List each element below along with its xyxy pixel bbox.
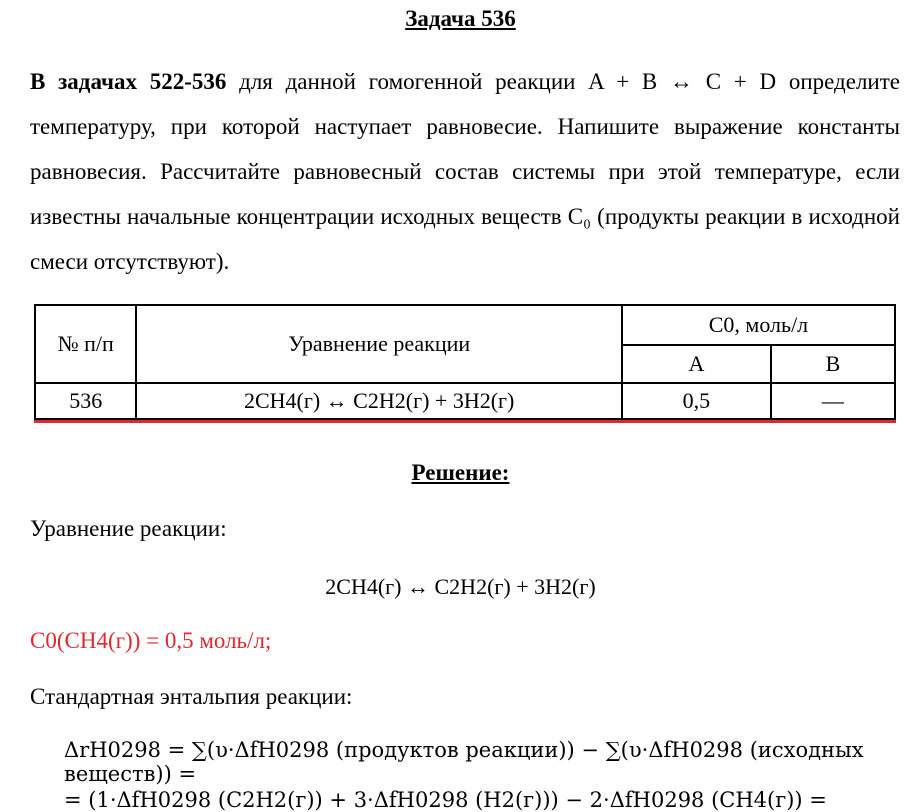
row-number: 536 bbox=[35, 383, 136, 419]
task-text: для данной гомогенной реакции A + B ↔ C + D определите температуру, при которой наступает равновесие. Напишите выражение константы равновесия. Рассчитайте равновесный состав системы при этой температуре, если известны начальные концентрации исходных веществ C₀ (продукты реакции в исходной смеси отсутствуют). bbox=[30, 69, 900, 274]
task-range: В задачах 522-536 bbox=[30, 69, 227, 94]
enthalpy-formula-2: = (1·ΔfH0298 (C2H2(г)) + 3·ΔfH0298 (H2(г))) − 2·ΔfH0298 (CH4(г)) = bbox=[64, 788, 827, 812]
header-equation: Уравнение реакции bbox=[136, 305, 622, 383]
header-number: № п/п bbox=[35, 305, 136, 383]
solution-title: Решение: bbox=[411, 460, 510, 485]
enthalpy-label: Стандартная энтальпия реакции: bbox=[30, 684, 353, 709]
header-b: B bbox=[771, 345, 895, 383]
row-b-value: — bbox=[771, 383, 895, 419]
row-a-value: 0,5 bbox=[622, 383, 771, 419]
enthalpy-formula-1: ΔrH0298 = ∑(υ·ΔfH0298 (продуктов реакции)) − ∑(υ·ΔfH0298 (исходных веществ)) = bbox=[64, 738, 864, 786]
task-title: Задача 536 bbox=[405, 6, 516, 31]
header-a: A bbox=[622, 345, 771, 383]
table-underline bbox=[34, 420, 896, 423]
reaction-table bbox=[34, 304, 896, 420]
reaction-equation: 2CH4(г) ↔ C2H2(г) + 3H2(г) bbox=[325, 574, 596, 599]
initial-concentration: C0(CH4(г)) = 0,5 моль/л; bbox=[30, 628, 272, 653]
equation-label: Уравнение реакции: bbox=[30, 516, 227, 541]
row-equation: 2CH4(г) ↔ C2H2(г) + 3H2(г) bbox=[136, 383, 622, 419]
task-statement bbox=[30, 59, 900, 284]
header-c0: C0, моль/л bbox=[622, 305, 895, 345]
